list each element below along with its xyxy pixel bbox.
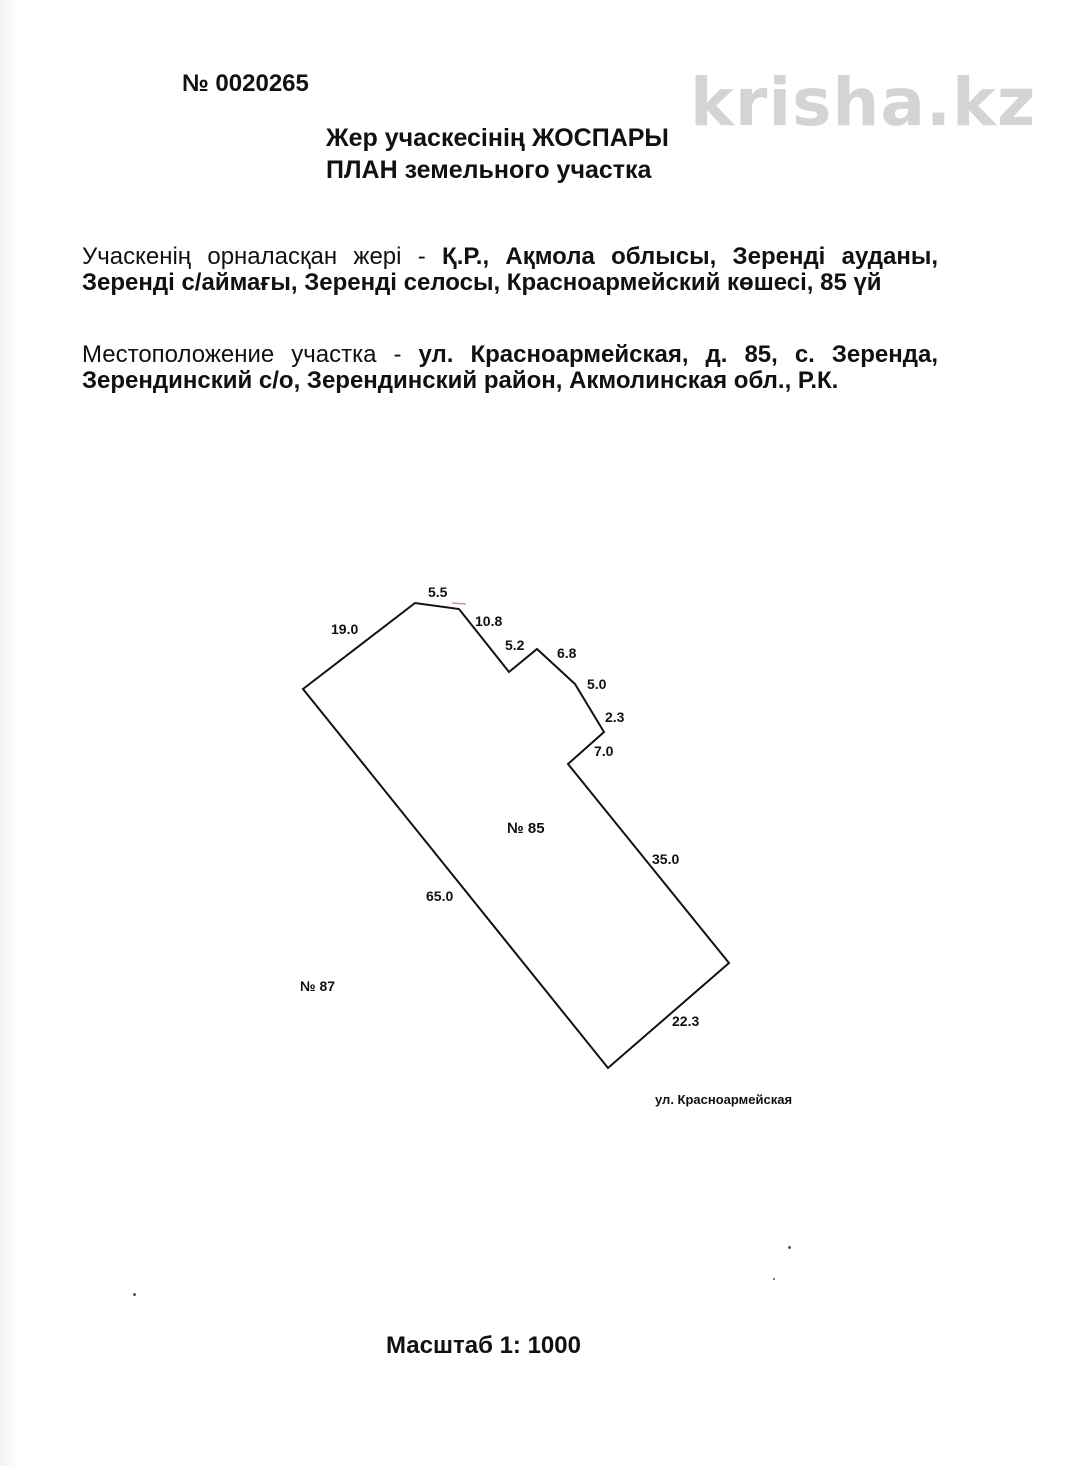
document-number: № 0020265 xyxy=(182,70,309,97)
edge-label-5-2: 5.2 xyxy=(505,637,525,653)
edge-label-2-3: 2.3 xyxy=(605,709,625,725)
red-tick-mark xyxy=(452,603,466,604)
edge-label-65-0: 65.0 xyxy=(426,888,454,904)
edge-label-5-0: 5.0 xyxy=(587,676,607,692)
edge-label-35-0: 35.0 xyxy=(652,851,680,867)
neighbor-parcel-label: № 87 xyxy=(300,978,336,994)
edge-label-10-8: 10.8 xyxy=(475,613,503,629)
scan-speck xyxy=(773,1278,775,1280)
edge-label-5-5: 5.5 xyxy=(428,584,448,600)
parcel-label: № 85 xyxy=(507,820,545,837)
title-kz: Жер учаскесінің ЖОСПАРЫ xyxy=(326,124,669,152)
edge-label-22-3: 22.3 xyxy=(672,1013,700,1029)
edge-label-19-0: 19.0 xyxy=(331,621,359,637)
address-ru-value: ул. Красноармейская, д. 85, с. Зеренда, Зерендинский с/о, Зерендинский район, Акмолинская обл., Р.К. xyxy=(82,341,938,394)
scan-speck xyxy=(133,1293,136,1296)
address-ru-label: Местоположение участка - xyxy=(82,341,419,368)
address-kz-value: Қ.Р., Ақмола облысы, Зеренді ауданы, Зеренді с/аймағы, Зеренді селосы, Красноармейский көшесі, 85 үй xyxy=(82,243,938,296)
scan-speck xyxy=(788,1246,791,1249)
edge-label-7-0: 7.0 xyxy=(594,743,614,759)
edge-label-6-8: 6.8 xyxy=(557,645,577,661)
watermark: krisha.kz xyxy=(690,64,1037,141)
address-kz-label: Учаскенің орналасқан жері - xyxy=(82,243,443,270)
street-label: ул. Красноармейская xyxy=(655,1092,793,1107)
scale-label: Масштаб 1: 1000 xyxy=(386,1332,581,1359)
title-ru: ПЛАН земельного участка xyxy=(326,156,652,184)
